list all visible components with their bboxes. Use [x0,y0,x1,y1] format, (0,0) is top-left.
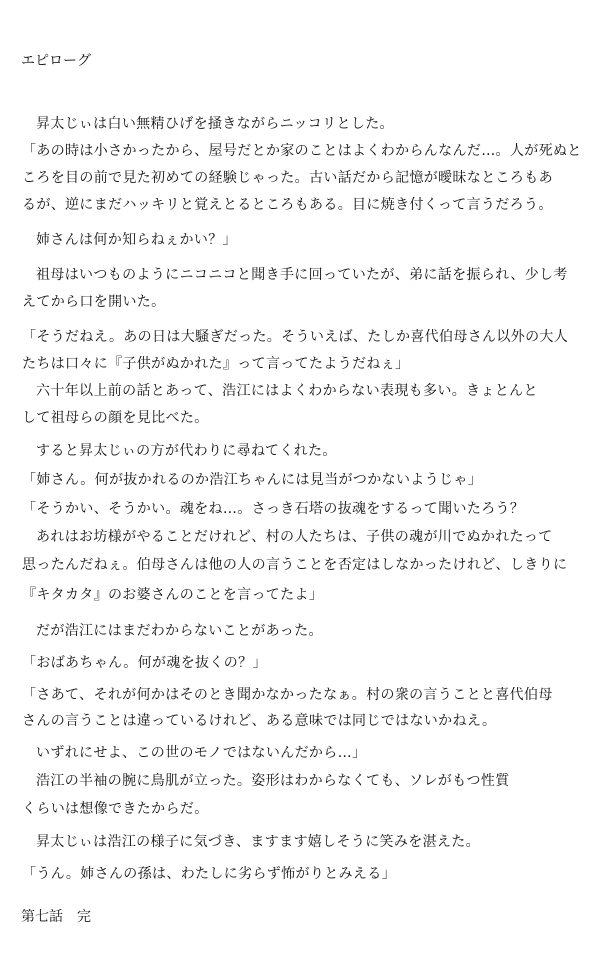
text-line: 昇太じぃは浩江の様子に気づき、ますます嬉しそうに笑みを湛えた。 [36,834,481,850]
chapter-end: 第七話 完 [21,909,91,925]
text-line: 「姉さん。何が抜かれるのか浩江ちゃんには見当がつかないようじゃ」 [22,472,483,488]
text-line: あれはお坊様がやることだけれど、村の人たちは、子供の魂が川でぬかれたって [36,529,553,545]
text-line: 『キタカタ』のお婆さんのことを言ってたよ」 [22,587,324,603]
text-line: 「そうかい、そうかい。魂をね…。さっき石塔の抜魂をするって聞いたろう？ [22,501,525,517]
text-line: 思ったんだねぇ。伯母さんは他の人の言うことを否定はしなかったけれど、しきりに [22,557,568,573]
text-line: 「そうだねえ。あの日は大騒ぎだった。そういえば、たしか喜代伯母さん以外の大人 [22,329,569,345]
text-line: すると昇太じぃの方が代わりに尋ねてくれた。 [36,443,337,459]
text-line: えてから口を開いた。 [22,294,166,310]
text-line: 「さあて、それが何かはそのとき聞かなかったなぁ。村の衆の言うことと喜代伯母 [22,687,553,703]
text-line: 六十年以上前の話とあって、浩江にはよくわからない表現も多い。きょとんと [36,383,538,399]
text-line: 「うん。姉さんの孫は、わたしに劣らず怖がりとみえる」 [22,866,396,882]
text-line: 浩江の半袖の腕に鳥肌が立った。姿形はわからなくても、ソレがもつ性質 [36,773,510,789]
text-line: さんの言うことは違っているけれど、ある意味では同じではないかねえ。 [22,713,497,729]
text-line: るが、逆にまだハッキリと覚えとるところもある。目に焼き付くって言うだろう。 [22,197,553,213]
text-line: たちは口々に『子供がぬかれた』って言ってたようだねぇ」 [22,356,410,372]
text-line: いずれにせよ、この世のモノではないんだから…」 [36,745,367,761]
text-line: 「あの時は小さかったから、屋号だとか家のことはよくわからんなんだ…。人が死ぬと [22,143,582,159]
text-line: して祖母らの顔を見比べた。 [22,410,209,426]
text-line: ころを目の前で見た初めての経験じゃった。古い話だから記憶が曖昧なところもあ [22,170,553,186]
text-line: 祖母はいつものようにニコニコと聞き手に回っていたが、弟に話を振られ、少し考 [36,267,568,283]
text-line: 姉さんは何か知らねぇかい？」 [36,232,237,248]
text-line: 昇太じぃは白い無精ひげを掻きながらニッコリとした。 [36,116,394,132]
page-title: エピローグ [21,53,91,69]
text-line: 「おばあちゃん。何が魂を抜くの？」 [22,655,267,671]
text-line: くらいは想像できたからだ。 [22,801,209,817]
text-line: だが浩江にはまだわからないことがあった。 [36,623,323,639]
